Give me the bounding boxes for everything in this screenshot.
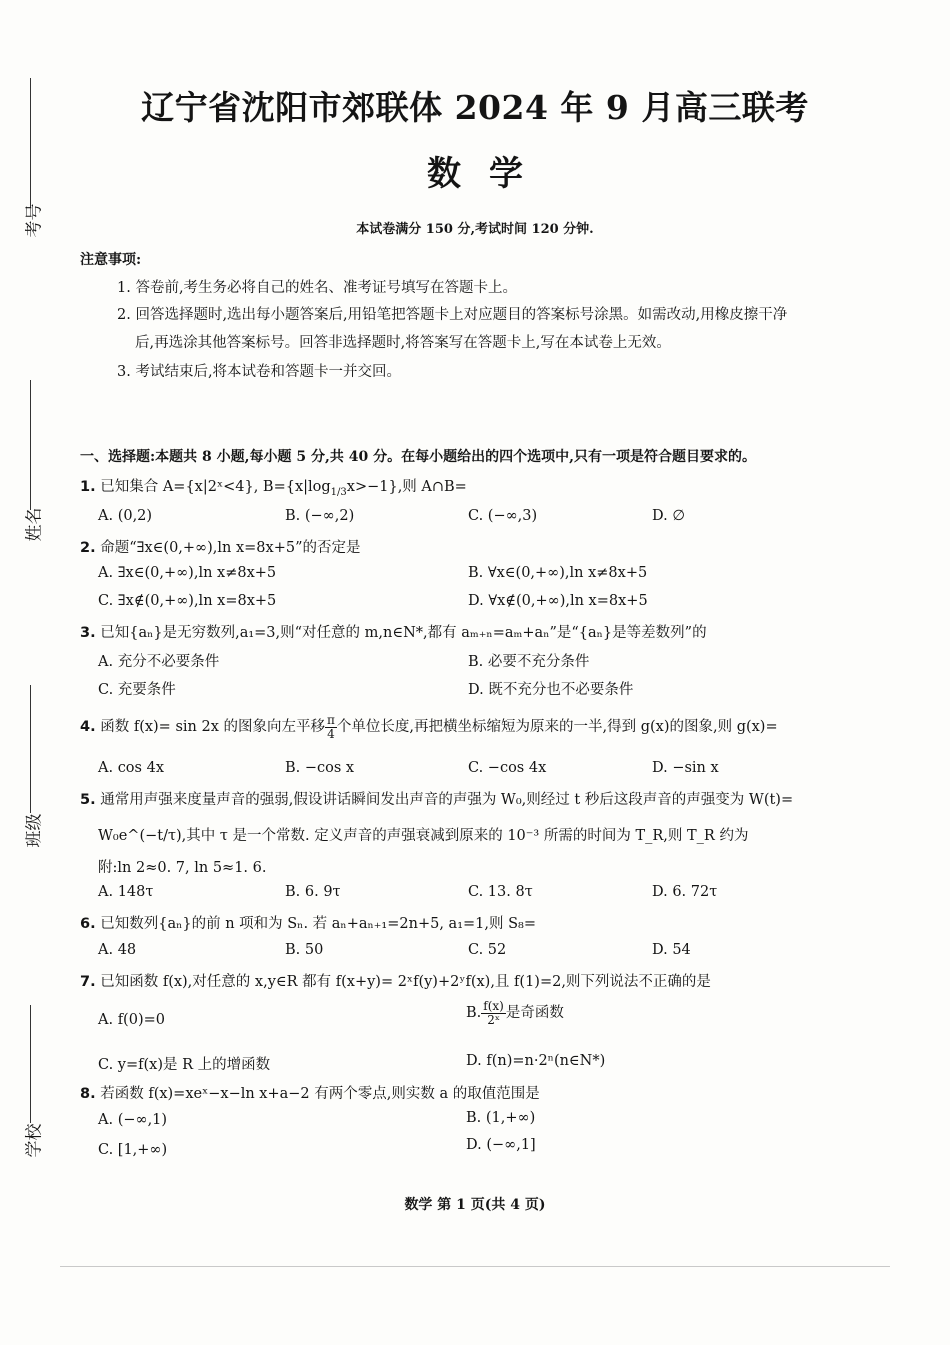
question-text: 已知{aₙ}是无穷数列,a₁=3,则“对任意的 m,n∈N*,都有 aₘ₊ₙ=aₘ+aₙ”是“{aₙ}是等差数列”的 [100,625,707,641]
question-number: 6. [80,916,96,932]
question-text: 函数 f(x)= sin 2x 的图象向左平移 [100,719,325,736]
q2-option-c[interactable]: C. ∃x∉(0,+∞),ln x=8x+5 [98,593,277,609]
side-line-banji [30,685,31,813]
q1-option-c[interactable]: C. (−∞,3) [468,508,538,524]
question-text-end: x>−1},则 A∩B= [346,479,467,495]
q5-option-a[interactable]: A. 148τ [98,884,154,900]
question-5 [80,788,793,809]
q3-option-b[interactable]: B. 必要不充分条件 [468,654,590,670]
question-8 [80,1082,540,1103]
q1-option-b[interactable]: B. (−∞,2) [285,508,355,524]
question-number: 4. [80,719,96,736]
log-base: 1/3 [330,486,347,498]
question-2 [80,536,361,557]
q3-option-d[interactable]: D. 既不充分也不必要条件 [468,682,634,698]
question-5-line-2: W₀e^(−t/τ),其中 τ 是一个常数. 定义声音的声强衰减到原来的 10⁻³ 所需的时间为 T_R,则 T_R 约为 [98,828,749,844]
page-footer: 数学 第 1 页(共 4 页) [404,1197,546,1213]
exam-meta: 本试卷满分 150 分,考试时间 120 分钟. [356,222,594,237]
q7-option-d[interactable]: D. f(n)=n·2ⁿ(n∈N*) [466,1053,606,1069]
q6-option-b[interactable]: B. 50 [285,942,324,958]
question-1 [80,475,467,498]
exam-title: 辽宁省沈阳市郊联体 2024 年 9 月高三联考 [141,88,809,127]
notice-heading: 注意事项: [80,252,142,268]
side-label-banji: 班级 [24,813,45,848]
fraction-pi-over-4: $\frac{\pi}{4}$ [326,713,335,741]
q3-option-a[interactable]: A. 充分不必要条件 [98,654,220,670]
scan-artifact-line [60,1266,890,1267]
q2-option-d[interactable]: D. ∀x∉(0,+∞),ln x=8x+5 [468,593,648,609]
question-text: 命题“∃x∈(0,+∞),ln x=8x+5”的否定是 [100,540,361,556]
q2-option-b[interactable]: B. ∀x∈(0,+∞),ln x≠8x+5 [468,565,648,581]
notice-item-3: 3. 考试结束后,将本试卷和答题卡一并交回。 [117,364,402,380]
q3-option-c[interactable]: C. 充要条件 [98,682,176,698]
question-text: 已知数列{aₙ}的前 n 项和为 Sₙ. 若 aₙ+aₙ₊₁=2n+5, a₁=1,则 S₈= [100,916,536,932]
q4-option-b[interactable]: B. −cos x [285,760,355,776]
question-number: 2. [80,540,96,556]
question-number: 8. [80,1086,96,1102]
question-5-appendix: 附:ln 2≈0. 7, ln 5≈1. 6. [98,860,267,876]
side-label-xingming: 姓名 [24,507,45,542]
q7-option-a[interactable]: A. f(0)=0 [98,1012,165,1028]
question-number: 1. [80,479,96,495]
section-heading: 一、选择题:本题共 8 小题,每小题 5 分,共 40 分。在每小题给出的四个选项中,只有一项是符合题目要求的。 [80,449,756,465]
fraction-fx-over-2x: $\frac{f(x)}{\text{2ˣ}}$ [483,999,504,1027]
question-6 [80,912,536,933]
option-b-tail: 是奇函数 [505,1005,564,1022]
q5-option-b[interactable]: B. 6. 9τ [285,884,341,900]
question-text: 已知函数 f(x),对任意的 x,y∈R 都有 f(x+y)= 2ˣf(y)+2ʸf(x),且 f(1)=2,则下列说法不正确的是 [100,974,711,990]
q1-option-d[interactable]: D. ∅ [652,508,685,524]
question-number: 3. [80,625,96,641]
side-label-kaohao: 考号 [24,203,45,238]
q4-option-d[interactable]: D. −sin x [652,760,719,776]
q4-option-c[interactable]: C. −cos 4x [468,760,547,776]
question-4 [80,714,778,740]
q8-option-a[interactable]: A. (−∞,1) [98,1112,168,1128]
notice-item-2-cont: 后,再选涂其他答案标号。回答非选择题时,将答案写在答题卡上,写在本试卷上无效。 [135,335,671,351]
notice-item-2: 2. 回答选择题时,选出每小题答案后,用铅笔把答题卡上对应题目的答案标号涂黑。如需改动,用橡皮擦干净 [117,307,788,323]
side-label-xuexiao: 学校 [24,1123,45,1158]
question-number: 7. [80,974,96,990]
q7-option-c[interactable]: C. y=f(x)是 R 上的增函数 [98,1057,271,1073]
question-3 [80,621,707,642]
q7-option-b[interactable] [466,1000,564,1026]
side-line-xingming [30,380,31,510]
q8-option-b[interactable]: B. (1,+∞) [466,1110,536,1126]
q5-option-c[interactable]: C. 13. 8τ [468,884,533,900]
question-text: 已知集合 A={x|2ˣ<4}, B={x|log [100,479,331,495]
q6-option-c[interactable]: C. 52 [468,942,507,958]
option-letter: B. [466,1005,482,1022]
notice-item-1: 1. 答卷前,考生务必将自己的姓名、准考证号填写在答题卡上。 [117,280,518,296]
q1-option-a[interactable]: A. (0,2) [98,508,153,524]
side-line-xuexiao [30,1005,31,1123]
question-7 [80,970,711,991]
question-text-cont: 个单位长度,再把横坐标缩短为原来的一半,得到 g(x)的图象,则 g(x)= [336,719,778,736]
q2-option-a[interactable]: A. ∃x∈(0,+∞),ln x≠8x+5 [98,565,277,581]
q6-option-d[interactable]: D. 54 [652,942,691,958]
subject-title: 数学 [427,154,551,194]
q6-option-a[interactable]: A. 48 [98,942,137,958]
question-text: 若函数 f(x)=xeˣ−x−ln x+a−2 有两个零点,则实数 a 的取值范围是 [100,1086,540,1102]
question-text: 通常用声强来度量声音的强弱,假设讲话瞬间发出声音的声强为 W₀,则经过 t 秒后这段声音的声强变为 W(t)= [100,792,794,808]
q5-option-d[interactable]: D. 6. 72τ [652,884,718,900]
q8-option-c[interactable]: C. [1,+∞) [98,1142,168,1158]
q4-option-a[interactable]: A. cos 4x [98,760,164,776]
question-number: 5. [80,792,96,808]
q8-option-d[interactable]: D. (−∞,1] [466,1137,536,1153]
